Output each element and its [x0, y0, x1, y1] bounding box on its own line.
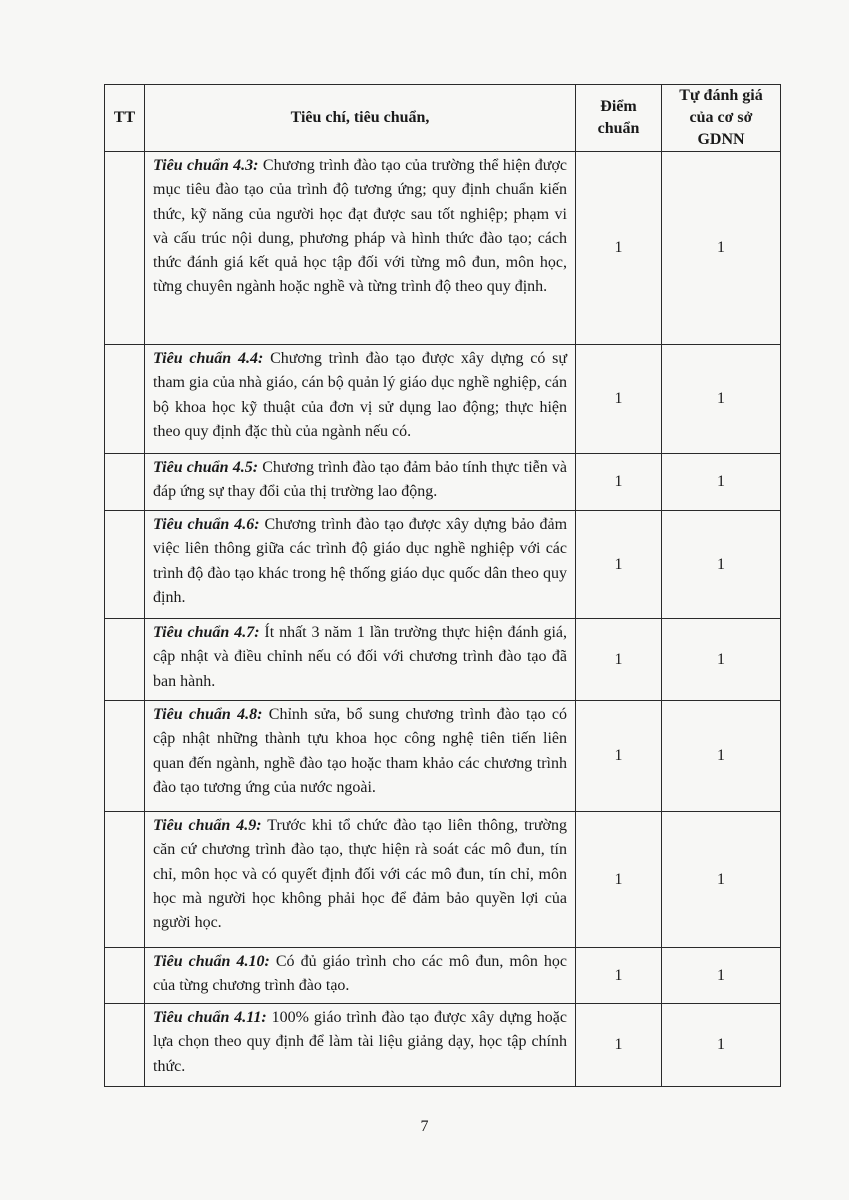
table-row [105, 701, 781, 812]
score-cell: 1 [576, 701, 662, 812]
standard-label: Tiêu chuẩn 4.10: [153, 953, 270, 970]
standard-text: Chương trình đào tạo được xây dựng có sự tham gia của nhà giáo, cán bộ quản lý giáo dục nghề nghiệp, cán bộ khoa học kỹ thuật của đơn vị sử dụng lao động; thực hiện theo quy định đặc thù của ngành nếu có. [153, 350, 567, 440]
criteria-cell [145, 948, 576, 1004]
standard-label: Tiêu chuẩn 4.9: [153, 817, 262, 834]
tt-cell [105, 345, 145, 454]
standard-text: Ít nhất 3 năm 1 lần trường thực hiện đánh giá, cập nhật và điều chỉnh nếu có đối với chương trình đào tạo đã ban hành. [153, 624, 568, 690]
standard-label: Tiêu chuẩn 4.5: [153, 459, 259, 476]
criteria-cell [145, 701, 576, 812]
header-score [576, 85, 662, 152]
standard-label: Tiêu chuẩn 4.3: [153, 157, 259, 174]
table-row [105, 345, 781, 454]
standard-label: Tiêu chuẩn 4.8: [153, 706, 263, 723]
criteria-cell [145, 511, 576, 619]
tt-cell [105, 619, 145, 701]
self-eval-cell: 1 [662, 948, 781, 1004]
standard-text: Chương trình đào tạo được xây dựng bảo đảm việc liên thông giữa các trình độ giáo dục nghề nghiệp với các trình độ đào tạo khác trong hệ thống giáo dục quốc dân theo quy định. [153, 516, 568, 606]
tt-cell [105, 812, 145, 948]
standard-label: Tiêu chuẩn 4.7: [153, 624, 260, 641]
header-score-text: Điểm chuẩn [597, 98, 640, 137]
standard-text: 100% giáo trình đào tạo được xây dựng hoặc lựa chọn theo quy định để làm tài liệu giảng dạy, học tập chính thức. [153, 1009, 567, 1075]
self-eval-cell: 1 [662, 511, 781, 619]
standard-text: Chương trình đào tạo của trường thể hiện được mục tiêu đào tạo của trình độ tương ứng; quy định chuẩn kiến thức, kỹ năng của người học đạt được sau tốt nghiệp; phạm vi và cấu trúc nội dung, phương pháp và hình thức đào tạo; cách thức đánh giá kết quả học tập đối với từng mô đun, môn học, từng chuyên ngành hoặc nghề và từng trình độ theo quy định. [153, 157, 568, 296]
score-cell: 1 [576, 948, 662, 1004]
standard-label: Tiêu chuẩn 4.4: [153, 350, 264, 367]
self-eval-cell: 1 [662, 345, 781, 454]
standards-table [104, 84, 781, 1087]
header-criteria: Tiêu chí, tiêu chuẩn, [145, 85, 576, 152]
criteria-cell [145, 345, 576, 454]
standard-text: Chỉnh sửa, bổ sung chương trình đào tạo có cập nhật những thành tựu khoa học công nghệ tiên tiến liên quan đến ngành, nghề đào tạo hoặc tham khảo các chương trình đào tạo tương ứng của nước ngoài. [153, 706, 568, 796]
score-cell: 1 [576, 345, 662, 454]
criteria-cell [145, 152, 576, 345]
self-eval-cell: 1 [662, 701, 781, 812]
score-cell: 1 [576, 1004, 662, 1087]
score-cell: 1 [576, 511, 662, 619]
tt-cell [105, 948, 145, 1004]
table-row [105, 152, 781, 345]
score-cell: 1 [576, 454, 662, 511]
tt-cell [105, 152, 145, 345]
table-header-row [105, 85, 781, 152]
tt-cell [105, 701, 145, 812]
criteria-cell [145, 454, 576, 511]
self-eval-cell: 1 [662, 812, 781, 948]
self-eval-cell: 1 [662, 152, 781, 345]
header-self-eval [662, 85, 781, 152]
page-number: 7 [420, 1118, 429, 1135]
header-tt: TT [105, 85, 145, 152]
criteria-cell [145, 812, 576, 948]
table-row [105, 619, 781, 701]
table-row [105, 948, 781, 1004]
standard-text: Trước khi tổ chức đào tạo liên thông, trường căn cứ chương trình đào tạo, thực hiện rà soát các mô đun, tín chỉ, môn học và có quyết định đối với các mô đun, tín chỉ, môn học mà người học không phải học để đảm bảo quyền lợi của người học. [153, 817, 568, 932]
header-self-eval-text: Tự đánh giá của cơ sở GDNN [679, 87, 763, 148]
table-row [105, 1004, 781, 1087]
standard-text: Chương trình đào tạo đảm bảo tính thực tiễn và đáp ứng sự thay đổi của thị trường lao động. [153, 459, 568, 501]
standard-text: Có đủ giáo trình cho các mô đun, môn học của từng chương trình đào tạo. [153, 953, 568, 995]
tt-cell [105, 454, 145, 511]
self-eval-cell: 1 [662, 1004, 781, 1087]
tt-cell [105, 1004, 145, 1087]
score-cell: 1 [576, 152, 662, 345]
score-cell: 1 [576, 619, 662, 701]
standard-label: Tiêu chuẩn 4.11: [153, 1009, 267, 1026]
score-cell: 1 [576, 812, 662, 948]
self-eval-cell: 1 [662, 619, 781, 701]
standard-label: Tiêu chuẩn 4.6: [153, 516, 260, 533]
criteria-cell [145, 1004, 576, 1087]
self-eval-cell: 1 [662, 454, 781, 511]
table-row [105, 812, 781, 948]
criteria-cell [145, 619, 576, 701]
table-row [105, 511, 781, 619]
tt-cell [105, 511, 145, 619]
table-row [105, 454, 781, 511]
